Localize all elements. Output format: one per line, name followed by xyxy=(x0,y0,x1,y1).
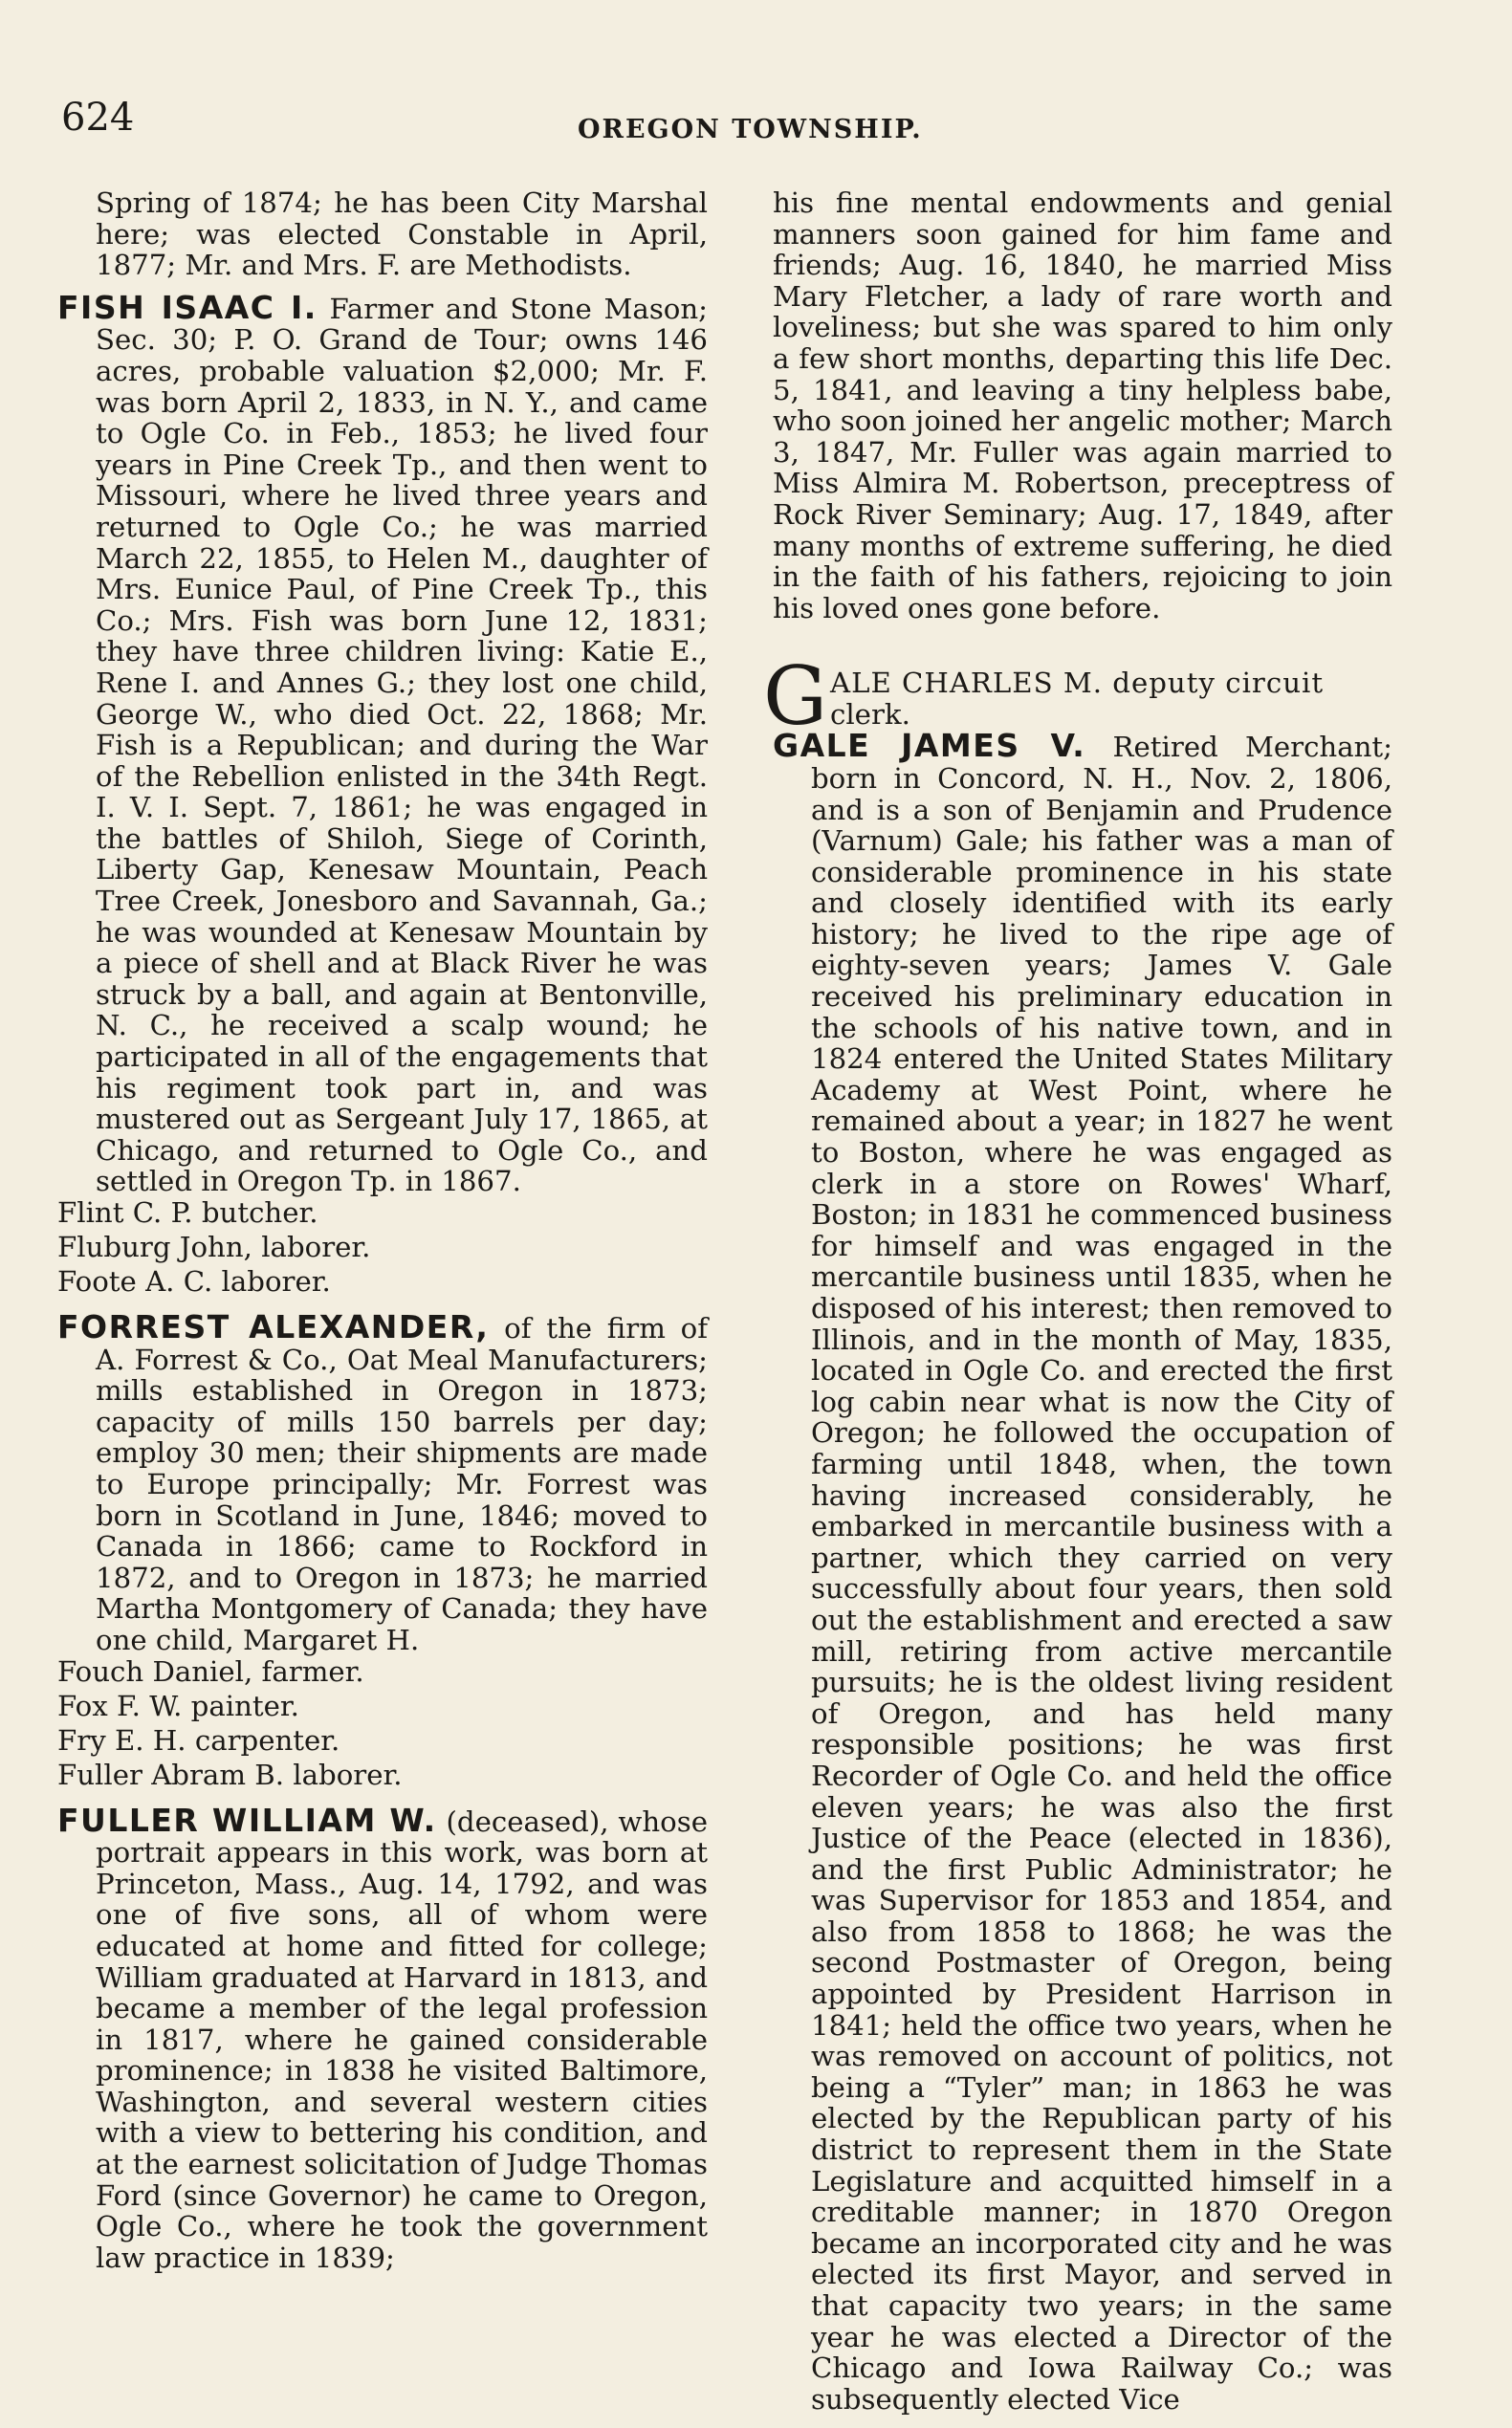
continued-entry: Spring of 1874; he has been City Marshal here; was elected Constable in April, 1877; Mr. and Mrs. F. are Methodists. xyxy=(96,186,708,282)
entry-fuller-william xyxy=(57,1801,708,2274)
entry-text: of the firm of A. Forrest & Co., Oat Meal Manufacturers; mills established in Oregon in 1873; capacity of mills 150 barrels per day; employ 30 men; their shipments are made to Europe principally; Mr. Forrest was born in Scotland in June, 1846; moved to Canada in 1866; came to Rockford in 1872, and to Oregon in 1873; he married Martha Montgomery of Canada; they have one child, Margaret H. xyxy=(96,1312,708,1656)
page-number: 624 xyxy=(61,96,135,140)
entry-forrest-alexander xyxy=(57,1308,708,1656)
entry-text: Farmer and Stone Mason; Sec. 30; P. O. Grand de Tour; owns 146 acres, probable valuation $2,000; Mr. F. was born April 2, 1833, in N. Y., and came to Ogle Co. in Feb., 1853; he lived four years in Pine Creek Tp., and then went to Missouri, where he lived three years and returned to Ogle Co.; he was married March 22, 1855, to Helen M., daughter of Mrs. Eunice Paul, of Pine Creek Tp., this Co.; Mrs. Fish was born June 12, 1831; they have three children living: Katie E., Rene I. and Annes G.; they lost one child, George W., who died Oct. 22, 1868; Mr. Fish is a Republican; and during the War of the Rebellion enlisted in the 34th Regt. I. V. I. Sept. 7, 1861; he was engaged in the battles of Shiloh, Siege of Corinth, Liberty Gap, Kenesaw Mountain, Peach Tree Creek, Jonesboro and Savannah, Ga.; he was wounded at Kenesaw Mountain by a piece of shell and at Black River he was struck by a ball, and again at Bentonville, N. C., he received a scalp wound; he participated in all of the engagements that his regiment took part in, and was mustered out as Sergeant July 17, 1865, at Chicago, and returned to Ogle Co., and settled in Oregon Tp. in 1867. xyxy=(96,292,709,1198)
entry-name: GALE JAMES V. xyxy=(773,727,1086,765)
entry-name: FORREST ALEXANDER, xyxy=(57,1308,490,1345)
short-entry: Foote A. C. laborer. xyxy=(57,1265,331,1298)
short-entry: Flint C. P. butcher. xyxy=(57,1196,318,1229)
drop-cap-text xyxy=(830,667,1394,730)
running-title: OREGON TOWNSHIP. xyxy=(578,115,923,144)
page-header xyxy=(61,96,1400,153)
continued-entry: his fine mental endowments and genial manners soon gained for him fame and friends; Aug. 16, 1840, he married Miss Mary Fletcher, a lady of rare worth and loveliness; but she was spared to him only a few short months, departing this life Dec. 5, 1841, and leaving a tiny helpless babe, who soon joined her angelic mother; March 3, 1847, Mr. Fuller was again married to Miss Almira M. Robertson, preceptress of Rock River Seminary; Aug. 17, 1849, after many months of extreme suffering, he died in the faith of his fathers, rejoicing to join his loved ones gone before. xyxy=(773,186,1392,624)
entry-name: FISH ISAAC I. xyxy=(57,288,318,326)
entry-fish-isaac xyxy=(57,288,709,1198)
entry-text-line: ALE CHARLES M. deputy circuit xyxy=(830,667,1325,700)
entry-gale-charles xyxy=(763,649,1392,744)
short-entry: Fry E. H. carpenter. xyxy=(57,1723,340,1757)
entry-text: Retired Merchant; born in Concord, N. H., Nov. 2, 1806, and is a son of Benjamin and Prudence (Varnum) Gale; his father was a man of considerable prominence in his state and closely identified with its early history; he lived to the ripe age of eighty-seven years; James V. Gale received his preliminary education in the schools of his native town, and in 1824 entered the United States Military Academy at West Point, where he remained about a year; in 1827 he went to Boston, where he was engaged as clerk in a store on Rowes' Wharf, Boston; in 1831 he commenced business for himself and was engaged in the mercantile business until 1835, when he disposed of his interest; then removed to Illinois, and in the month of May, 1835, located in Ogle Co. and erected the first log cabin near what is now the City of Oregon; he followed the occupation of farming until 1848, when, the town having increased considerably, he embarked in mercantile business with a partner, which they carried on very successfully about four years, then sold out the establishment and erected a saw mill, retiring from active mercantile pursuits; he is the oldest living resident of Oregon, and has held many responsible positions; he was first Recorder of Ogle Co. and held the office eleven years; he was also the first Justice of the Peace (elected in 1836), and the first Public Administrator; he was Supervisor for 1853 and 1854, and also from 1858 to 1868; he was the second Postmaster of Oregon, being appointed by President Harrison in 1841; held the office two years, when he was removed on account of politics, not being a “Tyler” man; in 1863 he was elected by the Republican party of his district to represent them in the State Legislature and acquitted himself in a creditable manner; in 1870 Oregon became an incorporated city and he was elected its first Mayor, and served in that capacity two years; in the same year he was elected a Director of the Chicago and Iowa Railway Co.; was subsequently elected Vice xyxy=(811,731,1392,2416)
short-entry: Fouch Daniel, farmer. xyxy=(57,1654,364,1688)
entry-name: FULLER WILLIAM W. xyxy=(57,1801,437,1839)
entry-text: (deceased), whose portrait appears in this work, was born at Princeton, Mass., Aug. 14, 1792, and was one of five sons, all of whom were educated at home and fitted for college; William graduated at Harvard in 1813, and became a member of the legal profession in 1817, where he gained considerable prominence; in 1838 he visited Baltimore, Washington, and several western cities with a view to bettering his condition, and at the earnest solicitation of Judge Thomas Ford (since Governor) he came to Oregon, Ogle Co., where he took the government law practice in 1839; xyxy=(96,1805,708,2274)
entry-text-line: clerk. xyxy=(830,697,910,731)
short-entry: Fox F. W. painter. xyxy=(57,1689,299,1722)
left-column xyxy=(57,187,708,2273)
short-entry: Fluburg John, laborer. xyxy=(57,1231,371,1263)
drop-cap: G xyxy=(763,649,828,744)
entry-gale-james xyxy=(773,727,1392,2416)
right-column xyxy=(763,186,1392,2416)
short-entry: Fuller Abram B. laborer. xyxy=(57,1758,403,1791)
